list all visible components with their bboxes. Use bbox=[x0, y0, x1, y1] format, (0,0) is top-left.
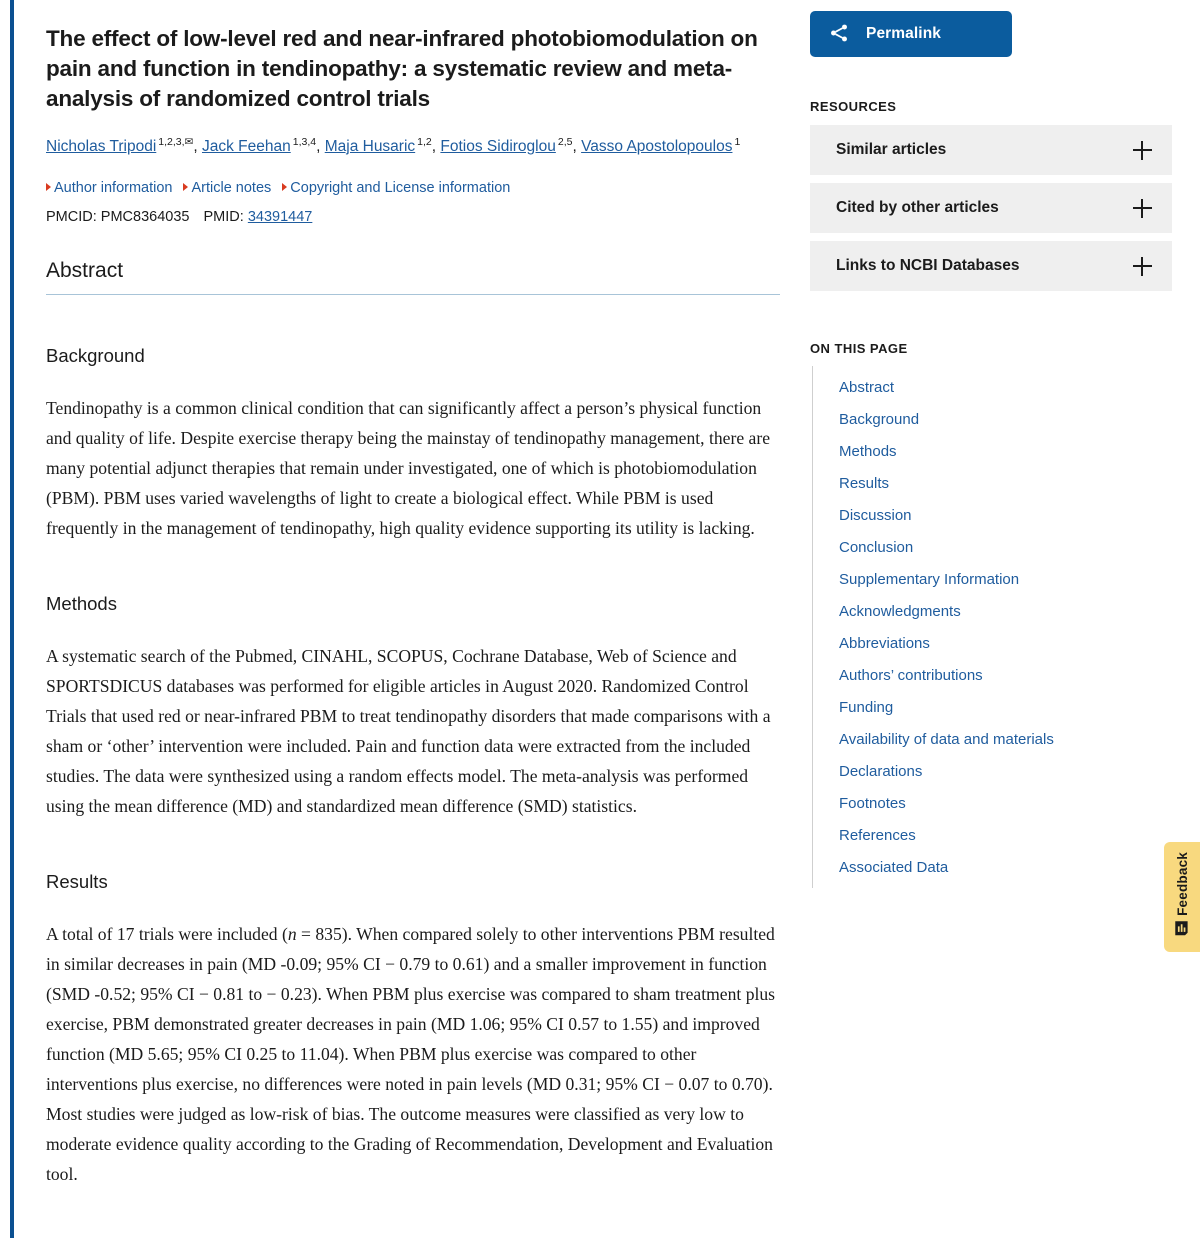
author-affiliation-superscript: 1,2 bbox=[417, 135, 432, 148]
meta-link[interactable] bbox=[183, 180, 271, 196]
abstract-subheading: Results bbox=[46, 871, 108, 892]
accordion-item-label: Cited by other articles bbox=[836, 199, 999, 216]
on-this-page-item[interactable]: Abstract bbox=[839, 379, 895, 396]
author-link[interactable]: Nicholas Tripodi bbox=[46, 138, 157, 155]
triangle-right-icon bbox=[282, 183, 287, 191]
meta-link[interactable] bbox=[46, 180, 172, 196]
resources-heading: RESOURCES bbox=[810, 99, 897, 114]
bar-chart-icon bbox=[1174, 920, 1191, 942]
on-this-page-item[interactable]: Authors’ contributions bbox=[839, 667, 983, 684]
on-this-page-item[interactable]: References bbox=[839, 827, 916, 844]
on-this-page-item[interactable]: Methods bbox=[839, 443, 897, 460]
abstract-paragraph: Tendinopathy is a common clinical condition that can significantly affect a person’s physical function and quality of life. Despite exercise therapy being the mainstay of tendinopathy management, there are many potential adjunct therapies that remain under investigated, one of which is photobiomodulation (PBM). PBM uses varied wavelengths of light to create a biological effect. While PBM is used frequently in the management of tendinopathy, high quality evidence supporting its utility is lacking. bbox=[46, 398, 771, 538]
pmcid-value: PMC8364035 bbox=[100, 209, 190, 225]
author-affiliation-superscript: 1 bbox=[734, 135, 741, 148]
plus-icon[interactable] bbox=[1133, 141, 1152, 160]
author-link[interactable]: Fotios Sidiroglou bbox=[440, 138, 556, 155]
author-link[interactable]: Vasso Apostolopoulos bbox=[581, 138, 733, 155]
resources-accordion bbox=[810, 125, 1172, 291]
resources-accordion-item[interactable] bbox=[810, 125, 1172, 175]
article-identifiers bbox=[46, 207, 780, 227]
abstract-paragraph: A total of 17 trials were included (n = 835). When compared solely to other interventions PBM resulted in similar decreases in pain (MD -0.09; 95% CI − 0.79 to 0.61) and a smaller improvement in function (SMD -0.52; 95% CI − 0.81 to − 0.23). When PBM plus exercise was compared to sham treatment plus exercise, PBM demonstrated greater decreases in pain (MD 1.06; 95% CI 0.57 to 1.55) and improved function (MD 5.65; 95% CI 0.25 to 11.04). When PBM plus exercise was compared to other interventions plus exercise, no differences were noted in pain levels (MD 0.31; 95% CI − 0.07 to 0.70). Most studies were judged as low-risk of bias. The outcome measures were classified as very low to moderate evidence quality according to the Grading of Recommendation, Development and Evaluation tool. bbox=[46, 924, 776, 1184]
author-affiliation-superscript: 2,5 bbox=[557, 135, 573, 148]
abstract-sections bbox=[46, 345, 780, 1189]
accordion-item-label: Links to NCBI Databases bbox=[836, 257, 1020, 274]
article-meta-links bbox=[46, 178, 780, 198]
on-this-page-item[interactable]: Footnotes bbox=[839, 795, 906, 812]
author-separator: , bbox=[316, 138, 325, 155]
author-link[interactable]: Jack Feehan bbox=[201, 138, 291, 155]
author-affiliation-superscript: 1,2,3,✉ bbox=[158, 135, 194, 148]
meta-link-label: Article notes bbox=[191, 180, 272, 196]
on-this-page-item[interactable]: Background bbox=[839, 411, 920, 428]
pmid-label: PMID: bbox=[203, 209, 244, 225]
abstract-subheading: Methods bbox=[46, 593, 117, 614]
on-this-page-heading: ON THIS PAGE bbox=[810, 341, 908, 356]
on-this-page-item[interactable]: Funding bbox=[839, 699, 894, 716]
on-this-page-item[interactable]: Conclusion bbox=[839, 539, 914, 556]
author-separator: , bbox=[193, 138, 202, 155]
abstract-subheading: Background bbox=[46, 345, 145, 366]
resources-accordion-item[interactable] bbox=[810, 183, 1172, 233]
on-this-page-item[interactable]: Discussion bbox=[839, 507, 912, 524]
pmid-link[interactable]: 34391447 bbox=[247, 209, 313, 225]
sidebar-column bbox=[800, 0, 1200, 888]
triangle-right-icon bbox=[46, 183, 51, 191]
permalink-button[interactable] bbox=[810, 11, 1012, 57]
feedback-tab[interactable] bbox=[1164, 842, 1200, 952]
on-this-page-nav bbox=[812, 366, 1172, 888]
meta-link-label: Author information bbox=[54, 180, 173, 196]
on-this-page-item[interactable]: Acknowledgments bbox=[839, 603, 961, 620]
share-icon bbox=[828, 22, 850, 47]
on-this-page-item[interactable]: Declarations bbox=[839, 763, 923, 780]
abstract-heading: Abstract bbox=[46, 259, 780, 295]
author-separator: , bbox=[572, 138, 582, 155]
pmcid-label: PMCID: bbox=[46, 209, 97, 225]
abstract-paragraph: A systematic search of the Pubmed, CINAHL, SCOPUS, Cochrane Database, Web of Science and SPORTSDICUS databases was performed for eligible articles in August 2020. Randomized Control Trials that used red or near-infrared PBM to treat tendinopathy disorders that made comparisons with a sham or ‘other’ intervention were included. Pain and function data were extracted from the included studies. The data were synthesized using a random effects model. The meta-analysis was performed using the mean difference (MD) and standardized mean difference (SMD) statistics. bbox=[46, 646, 771, 816]
on-this-page-item[interactable]: Associated Data bbox=[839, 859, 949, 876]
italic-variable: n bbox=[287, 924, 297, 944]
page-title: The effect of low-level red and near-infrared photobiomodulation on pain and function in tendinopathy: a systematic review and meta-analysis of randomized control trials bbox=[46, 26, 758, 111]
feedback-label: Feedback bbox=[1174, 852, 1190, 916]
author-affiliation-superscript: 1,3,4 bbox=[292, 135, 317, 148]
triangle-right-icon bbox=[183, 183, 188, 191]
accordion-item-label: Similar articles bbox=[836, 141, 947, 158]
resources-accordion-item[interactable] bbox=[810, 241, 1172, 291]
on-this-page-item[interactable]: Availability of data and materials bbox=[839, 731, 1054, 748]
author-separator: , bbox=[431, 138, 441, 155]
on-this-page-item[interactable]: Results bbox=[839, 475, 890, 492]
plus-icon[interactable] bbox=[1133, 199, 1152, 218]
author-list bbox=[46, 136, 780, 158]
permalink-label: Permalink bbox=[866, 25, 941, 42]
plus-icon[interactable] bbox=[1133, 257, 1152, 276]
author-link[interactable]: Maja Husaric bbox=[324, 138, 416, 155]
meta-link[interactable] bbox=[282, 180, 510, 196]
meta-link-label: Copyright and License information bbox=[290, 180, 511, 196]
on-this-page-item[interactable]: Supplementary Information bbox=[839, 571, 1020, 588]
on-this-page-item[interactable]: Abbreviations bbox=[839, 635, 930, 652]
